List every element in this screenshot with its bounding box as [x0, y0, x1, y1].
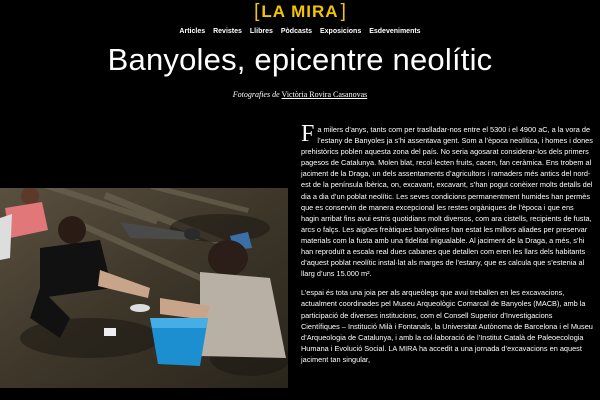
paragraph-1-text: a milers d’anys, tants com per traslladar-nos entre el 5300 i el 4900 aC, a la vora de l’estany de Banyoles ja s’hi assentava gent. Som a l’època neolítica, i homes i dones prehistòrics poblen aquesta zona del país. No seria agosarat considerar-los dels primers pagesos de Catalunya. Molen blat, recol·lecten fruits, cacen, fan ceràmica. Ens trobem al jaciment de la Draga, un dels assentaments d’agricultors i ramaders més antics del nord-est de la península Ibèrica, on, excavant, excavant, s’han pogut conèixer molts detalls del dia a dia d’un poblat neolític. Les seves condicions permanentment humides han permès que es conservin de manera excepcional les restes orgàniques de l’època i que ens hagin arribat fins avui estris quotidians molt diversos, com ara cistells, recipients de fusta, arcs o falçs. Les aigües freàtiques banyolines han estat les millors aliades per preservar materials com la fusta amb una fidelitat inigualable. Al jaciment de la Draga, a més, s’hi han reproduït a escala real dues cabanes que detallen com eren les llars dels habitants d’aquest poblat neolític instal·lat als marges de l’estany, que es calcula que s’estenia al llarg d’uns 15.000 m².: [301, 125, 593, 279]
excavation-photo: [0, 188, 288, 388]
main-nav: [0, 28, 600, 35]
nav-item-exposicions[interactable]: Exposicions: [319, 28, 362, 35]
nav-item-revistes[interactable]: Revistes: [213, 28, 242, 35]
credit-label: Fotografies de: [232, 90, 280, 99]
logo-text: LA MIRA: [261, 2, 339, 21]
nav-item-llibres[interactable]: Llibres: [249, 28, 273, 35]
logo-bracket-left: [: [254, 1, 260, 22]
nav-item-podcasts[interactable]: Pòdcasts: [280, 28, 312, 35]
photo-credit: [0, 90, 600, 99]
logo-bracket-right: ]: [340, 1, 346, 22]
nav-item-esdeveniments[interactable]: Esdeveniments: [369, 28, 421, 35]
credit-author-link[interactable]: Victòria Rovira Casanovas: [281, 90, 368, 99]
site-logo[interactable]: [0, 0, 600, 24]
paragraph-1: [301, 121, 593, 279]
nav-item-articles[interactable]: Articles: [179, 28, 206, 35]
page-title: Banyoles, epicentre neolític: [107, 42, 493, 77]
excavation-photo-illustration: [0, 188, 288, 388]
drop-cap: F: [301, 121, 315, 147]
paragraph-2: L’espai és tota una joia per als arqueòlegs que avui treballen en les excavacions, actualment coordinades pel Museu Arqueològic Comarcal de Banyoles (MACB), amb la participació de diverses institucions, com el Consell Superior d’Investigacions Científiques – Institució Milà i Fontanals, la Universitat Autònoma de Barcelona i el Museu d’Arqueologia de Catalunya, i amb la col·laboració de l’Institut Català de Paleoecologia Humana i Evolució Social. LA MIRA ha accedit a una jornada d’excavacions en aquest jaciment tan singular,: [301, 288, 593, 364]
article-body: [301, 121, 593, 373]
